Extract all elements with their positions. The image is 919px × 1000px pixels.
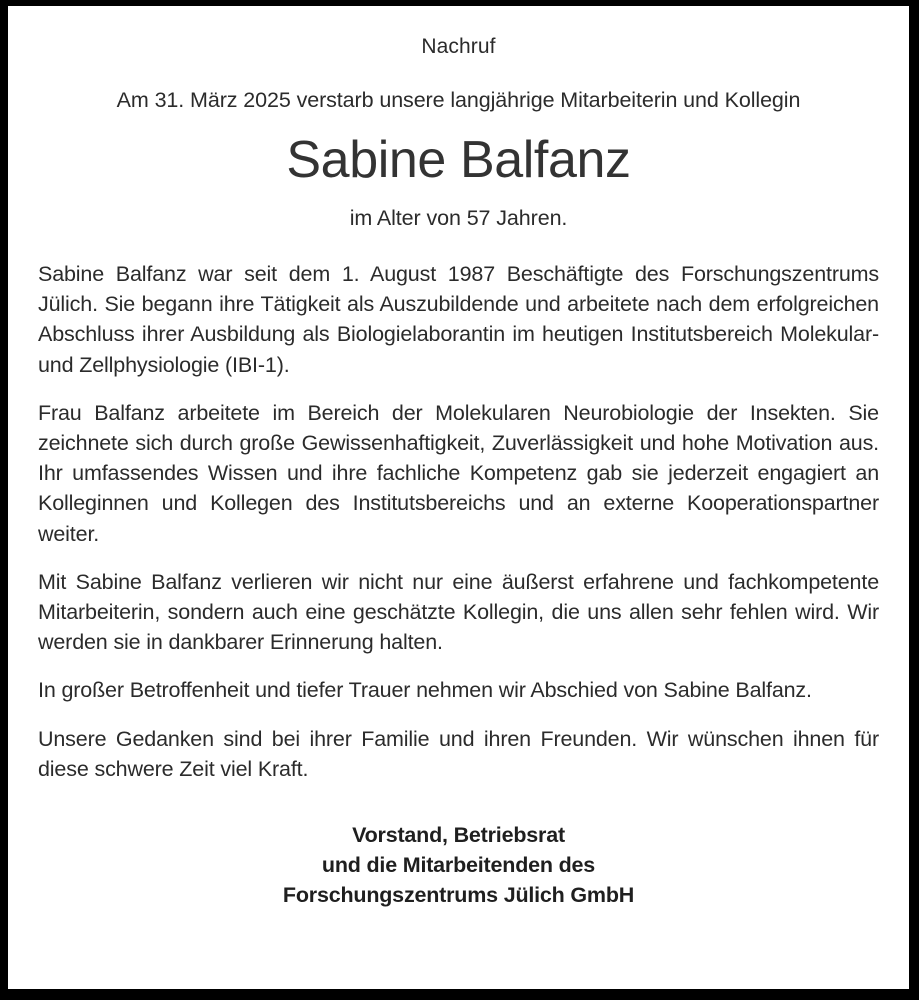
body-paragraph: Frau Balfanz arbeitete im Bereich der Molekularen Neurobiologie der Insekten. Sie zeichnete sich durch große Gewissenhaftigkeit, Zuverlässigkeit und hohe Motivation aus. Ihr umfassendes Wissen und ihre fachliche Kompetenz gab sie jederzeit engagiert an Kolleginnen und Kollegen des Institutsbereichs und an externe Kooperationspartner weiter. bbox=[38, 400, 879, 546]
signature-line: Vorstand, Betriebsrat bbox=[352, 823, 565, 848]
body-paragraph: Sabine Balfanz war seit dem 1. August 1987 Beschäftigte des Forschungszentrums Jülich. Sie begann ihre Tätigkeit als Auszubildende und arbeitete nach dem erfolgreichen Abschluss ihrer Ausbildung als Biologielaborantin im heutigen Institutsbereich Molekular- und Zellphysiologie (IBI-1). bbox=[38, 262, 879, 377]
notice-kicker: Nachruf bbox=[421, 35, 496, 58]
signature-line: und die Mitarbeitenden des bbox=[321, 853, 596, 878]
signature-block bbox=[38, 820, 879, 910]
body-paragraph: In großer Betroffenheit und tiefer Trauer nehmen wir Abschied von Sabine Balfanz. bbox=[38, 678, 812, 703]
age-line: im Alter von 57 Jahren. bbox=[349, 206, 568, 230]
obituary-card bbox=[8, 6, 909, 989]
signature-line: Forschungszentrums Jülich GmbH bbox=[282, 883, 635, 908]
obituary-header bbox=[38, 34, 879, 231]
body-paragraph: Mit Sabine Balfanz verlieren wir nicht nur eine äußerst erfahrene und fachkompetente Mitarbeiterin, sondern auch eine geschätzte Kollegin, die uns allen sehr fehlen wird. Wir werden sie in dankbarer Erinnerung halten. bbox=[38, 569, 879, 655]
death-announcement-line: Am 31. März 2025 verstarb unsere langjährige Mitarbeiterin und Kollegin bbox=[116, 88, 801, 112]
deceased-name: Sabine Balfanz bbox=[286, 131, 631, 189]
obituary-body bbox=[38, 259, 879, 784]
body-paragraph: Unsere Gedanken sind bei ihrer Familie und ihren Freunden. Wir wünschen ihnen für diese schwere Zeit viel Kraft. bbox=[38, 726, 879, 781]
